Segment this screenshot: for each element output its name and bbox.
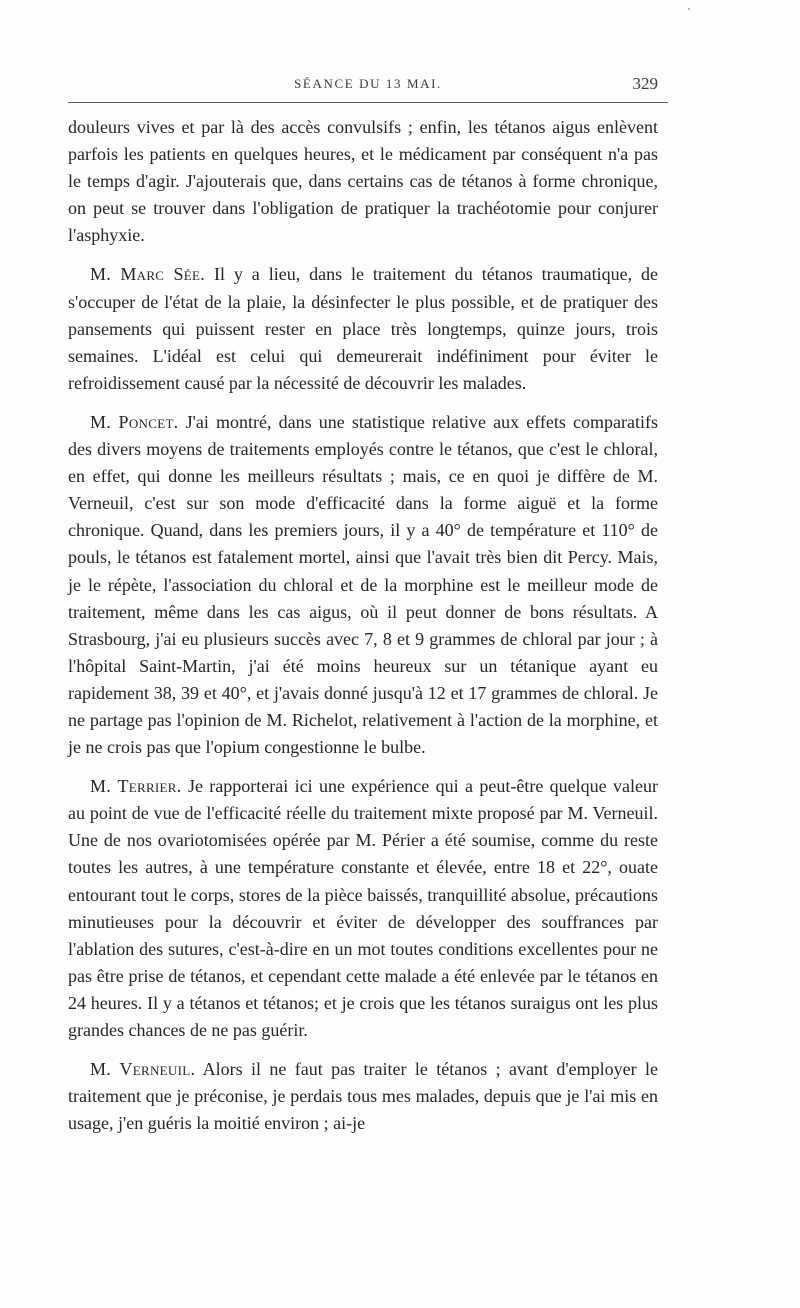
paper-speck: [688, 8, 690, 10]
page-number: 329: [632, 74, 658, 93]
paragraph-text: douleurs vives et par là des accès convulsifs ; enfin, les tétanos aigus enlèvent parfois les patients en quelques heures, et le médicament par conséquent n'a pas le temps d'agir. J'ajouterais que, dans certains cas de tétanos à forme chronique, on peut se trouver dans l'obligation de pratiquer la trachéotomie pour conjurer l'asphyxie.: [68, 117, 658, 246]
paragraph-text: Alors il ne faut pas traiter le tétanos ; avant d'employer le traitement que je préconise, je perdais tous mes malades, depuis que je l'ai mis en usage, j'en guéris la moitié environ ; ai-je: [68, 1059, 658, 1134]
paragraph-text: J'ai montré, dans une statistique relative aux effets comparatifs des divers moyens de traitements employés contre le tétanos, que c'est le chloral, en effet, qui donne les meilleurs résultats ; mais, ce en quoi je diffère de M. Verneuil, c'est sur son mode d'efficacité dans la forme aiguë et la forme chronique. Quand, dans les premiers jours, il y a 40° de température et 110° de pouls, le tétanos est fatalement mortel, ainsi que l'avait très bien dit Percy. Mais, je le répète, l'association du chloral et de la morphine est le meilleur mode de traitement, même dans les cas aigus, où il peut donner de bons résultats. A Strasbourg, j'ai eu plusieurs succès avec 7, 8 et 9 grammes de chloral par jour ; à l'hôpital Saint-Martin, j'ai été moins heureux sur un tétanique ayant eu rapidement 38, 39 et 40°, et j'avais donné jusqu'à 12 et 17 grammes de chloral. Je ne partage pas l'opinion de M. Richelot, relativement à l'action de la morphine, et je ne crois pas que l'opium congestionne le bulbe.: [68, 411, 658, 758]
paragraph-verneuil: [68, 1056, 658, 1137]
paragraph-text: Je rapporterai ici une expérience qui a peut-être quelque valeur au point de vue de l'efficacité réelle du traitement mixte proposé par M. Verneuil. Une de nos ovariotomisées opérée par M. Périer a été soumise, comme du reste toutes les autres, à une température constante et élevée, entre 18 et 22°, ouate entourant tout le corps, stores de la pièce baissés, tranquillité absolue, précautions minutieuses pour la découvrir et éviter de développer des souffrances par l'ablation des sutures, c'est-à-dire en un mot toutes conditions excellentes pour ne pas être prise de tétanos, et cependant cette malade a été enlevée par le tétanos en 24 heures. Il y a tétanos et tétanos; et je crois que les tétanos suraigus ont les plus grandes chances de ne pas guérir.: [68, 776, 658, 1040]
speaker-name: M. Marc Sée.: [90, 264, 206, 285]
running-head: SÉANCE DU 13 MAI.: [294, 76, 442, 91]
speaker-name: M. Terrier.: [90, 776, 182, 797]
paragraph-marc-see: [68, 261, 658, 396]
page-header: [68, 76, 668, 98]
speaker-name: M. Verneuil.: [90, 1059, 196, 1080]
body-text: [68, 114, 658, 1137]
paragraph-text: Il y a lieu, dans le traitement du tétanos traumatique, de s'occuper de l'état de la plaie, la désinfecter le plus possible, et de pratiquer des pansements qui puissent rester en place très longtemps, quinze jours, trois semaines. L'idéal est celui qui demeurerait indéfiniment pour éviter le refroidissement causé par la nécessité de découvrir les malades.: [68, 264, 658, 393]
speaker-name: M. Poncet.: [90, 411, 179, 432]
header-rule: [68, 102, 668, 103]
paragraph-terrier: [68, 773, 658, 1044]
paragraph-poncet: [68, 409, 658, 761]
paragraph-continuation: [68, 114, 658, 249]
